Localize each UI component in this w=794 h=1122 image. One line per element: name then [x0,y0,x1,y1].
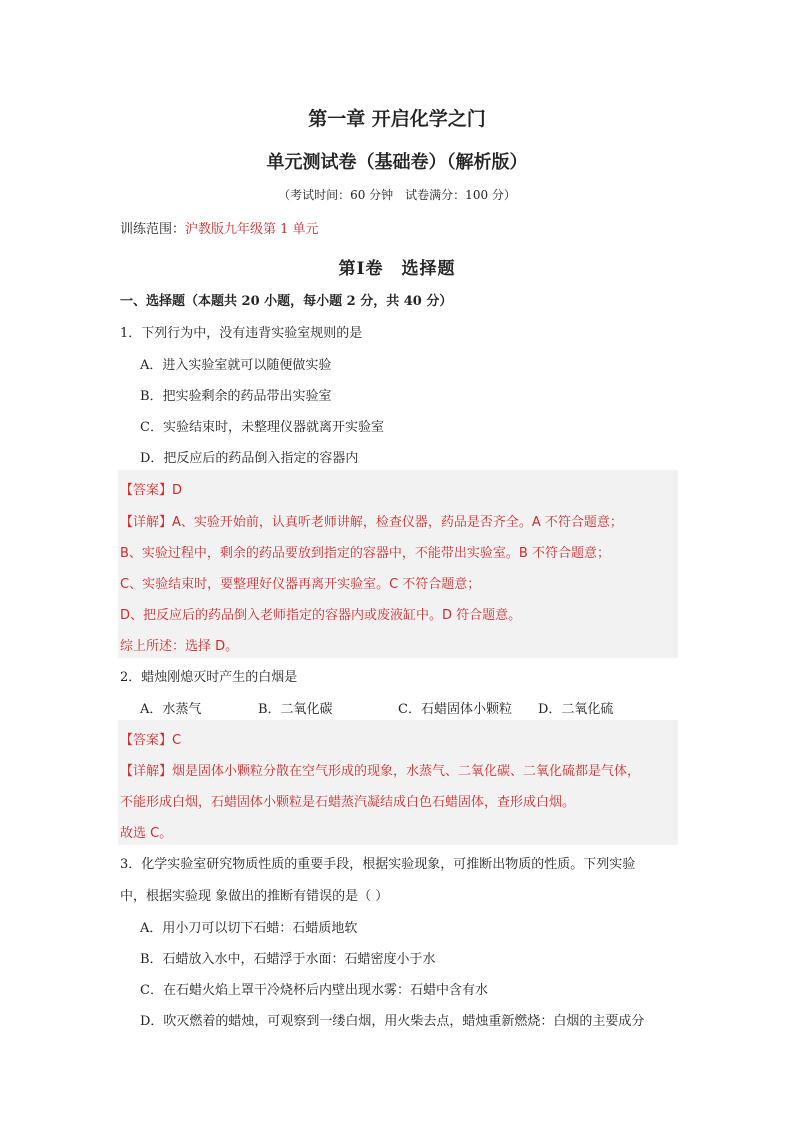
question-1-explanation-line: C、实验结束时，要整理好仪器再离开实验室。C 不符合题意； [120,577,481,592]
question-2-stem: 2．蜡烛刚熄灭时产生的白烟是 [120,670,298,685]
question-1-explanation-line: 综上所述：选择 D。 [120,639,239,654]
range-label: 训练范围： [120,222,186,237]
question-1-stem: 1．下列行为中，没有违背实验室规则的是 [120,326,363,341]
question-3-option-b: B．石蜡放入水中，石蜡浮于水面：石蜡密度小于水 [140,952,436,967]
question-3-option-d: D．吹灭燃着的蜡烛，可观察到一缕白烟，用火柴去点，蜡烛重新燃烧：白烟的主要成分 [140,1014,645,1029]
question-2-option-d: D．二氧化硫 [538,702,614,717]
question-1-option-b: B．把实验剩余的药品带出实验室 [140,389,332,404]
question-2-options [140,698,680,717]
question-3-option-c: C．在石蜡火焰上罩干冷烧杯后内壁出现水雾：石蜡中含有水 [140,983,488,998]
question-2-option-c: C．石蜡固体小颗粒 [398,702,512,717]
question-1-explanation-line: 【详解】A、实验开始前，认真听老师讲解，检查仪器，药品是否齐全。A 不符合题意； [120,515,623,530]
question-1-option-c: C．实验结束时，未整理仪器就离开实验室 [140,420,384,435]
section-title: 一、选择题（本题共 20 小题，每小题 2 分，共 40 分） [120,294,453,309]
question-1-option-a: A．进入实验室就可以随便做实验 [140,358,332,373]
chapter-title: 第一章 开启化学之门 [308,108,486,130]
question-3-stem: 3．化学实验室研究物质性质的重要手段，根据实验现象，可推断出物质的性质。下列实验 [120,857,636,872]
question-1-answer: 【答案】D [120,483,183,498]
question-2-answer: 【答案】C [120,733,182,748]
training-range [120,218,319,237]
volume-title: 第Ⅰ卷 选择题 [338,259,456,279]
test-subtitle: 单元测试卷（基础卷）（解析版） [266,152,528,173]
range-value: 沪教版九年级第 1 单元 [185,222,319,237]
question-2-option-b: B．二氧化碳 [258,702,333,717]
question-3-option-a: A．用小刀可以切下石蜡：石蜡质地软 [140,921,358,936]
question-1-explanation-line: D、把反应后的药品倒入老师指定的容器内或废液缸中。D 符合题意。 [120,608,522,623]
question-2-explanation-line: 不能形成白烟，石蜡固体小颗粒是石蜡蒸汽凝结成白色石蜡固体，查形成白烟。 [120,795,576,810]
question-2-explanation-line: 【详解】烟是固体小颗粒分散在空气形成的现象，水蒸气、二氧化碳、二氧化硫都是气体， [120,764,641,779]
question-1-option-d: D．把反应后的药品倒入指定的容器内 [140,451,359,466]
question-2-answer-box [118,720,678,845]
question-2-explanation-line: 故选 C。 [120,826,173,841]
exam-info: （考试时间：60 分钟 试卷满分：100 分） [278,188,516,202]
question-2-option-a: A．水蒸气 [140,702,202,717]
question-1-explanation-line: B、实验过程中，剩余的药品要放到指定的容器中，不能带出实验室。B 不符合题意； [120,546,610,561]
question-1-answer-box [118,470,678,658]
question-3-stem: 中，根据实验现 象做出的推断有错误的是（ ） [120,889,389,904]
